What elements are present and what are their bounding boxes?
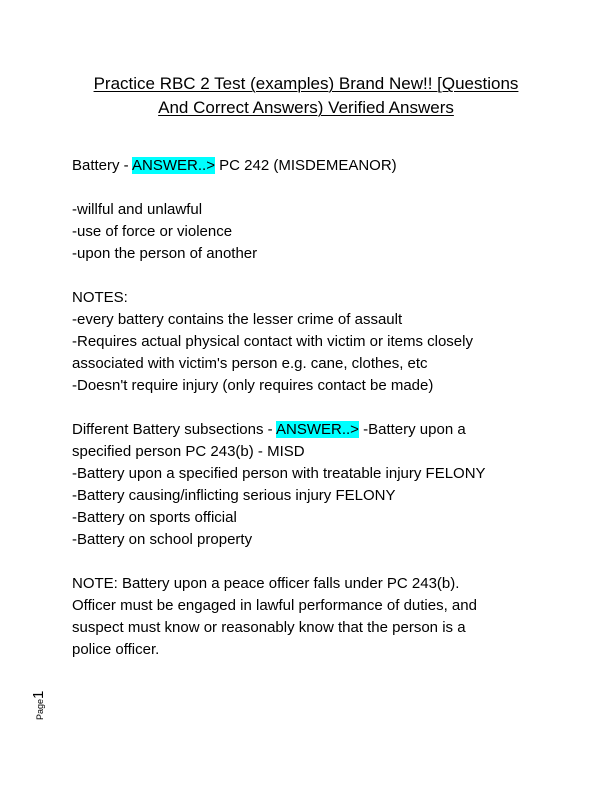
- document-body: [72, 155, 552, 661]
- battery-term: Battery -: [72, 157, 133, 174]
- subsections-term: Different Battery subsections -: [72, 421, 276, 438]
- answer-highlight: ANSWER..>: [276, 421, 359, 438]
- subsections-question: [72, 419, 552, 441]
- officer-note-line: NOTE: Battery upon a peace officer falls under PC 243(b).: [72, 575, 460, 592]
- spacer: [72, 551, 552, 573]
- notes-heading: NOTES:: [72, 289, 128, 306]
- subsection-line: -Battery on sports official: [72, 509, 237, 526]
- spacer: [72, 265, 552, 287]
- title-line-2: And Correct Answers) Verified Answers: [158, 98, 454, 117]
- title-line-1: Practice RBC 2 Test (examples) Brand New!! [Questions: [93, 74, 519, 93]
- page-number: 1: [30, 690, 47, 699]
- subsection-line: -Battery upon a specified person with treatable injury FELONY: [72, 465, 486, 482]
- subsection-line: specified person PC 243(b) - MISD: [72, 443, 305, 460]
- battery-question: [72, 155, 552, 177]
- document-title: [60, 72, 552, 120]
- battery-point: -use of force or violence: [72, 223, 233, 240]
- spacer: [72, 397, 552, 419]
- officer-note-line: Officer must be engaged in lawful performance of duties, and: [72, 597, 477, 614]
- officer-note-line: suspect must know or reasonably know that the person is a: [72, 619, 466, 636]
- answer-highlight: ANSWER..>: [132, 157, 215, 174]
- officer-note-line: police officer.: [72, 641, 160, 658]
- subsections-answer: -Battery upon a: [358, 421, 466, 438]
- page-number-footer: [30, 680, 47, 720]
- note-line: -every battery contains the lesser crime of assault: [72, 311, 403, 328]
- battery-point: -willful and unlawful: [72, 201, 203, 218]
- note-line: associated with victim's person e.g. cane, clothes, etc: [72, 355, 428, 372]
- subsection-line: -Battery causing/inflicting serious injury FELONY: [72, 487, 396, 504]
- battery-answer: PC 242 (MISDEMEANOR): [214, 157, 397, 174]
- spacer: [72, 177, 552, 199]
- page-label: Page: [35, 698, 45, 720]
- battery-point: -upon the person of another: [72, 245, 258, 262]
- subsection-line: -Battery on school property: [72, 531, 253, 548]
- note-line: -Requires actual physical contact with victim or items closely: [72, 333, 473, 350]
- note-line: -Doesn't require injury (only requires contact be made): [72, 377, 434, 394]
